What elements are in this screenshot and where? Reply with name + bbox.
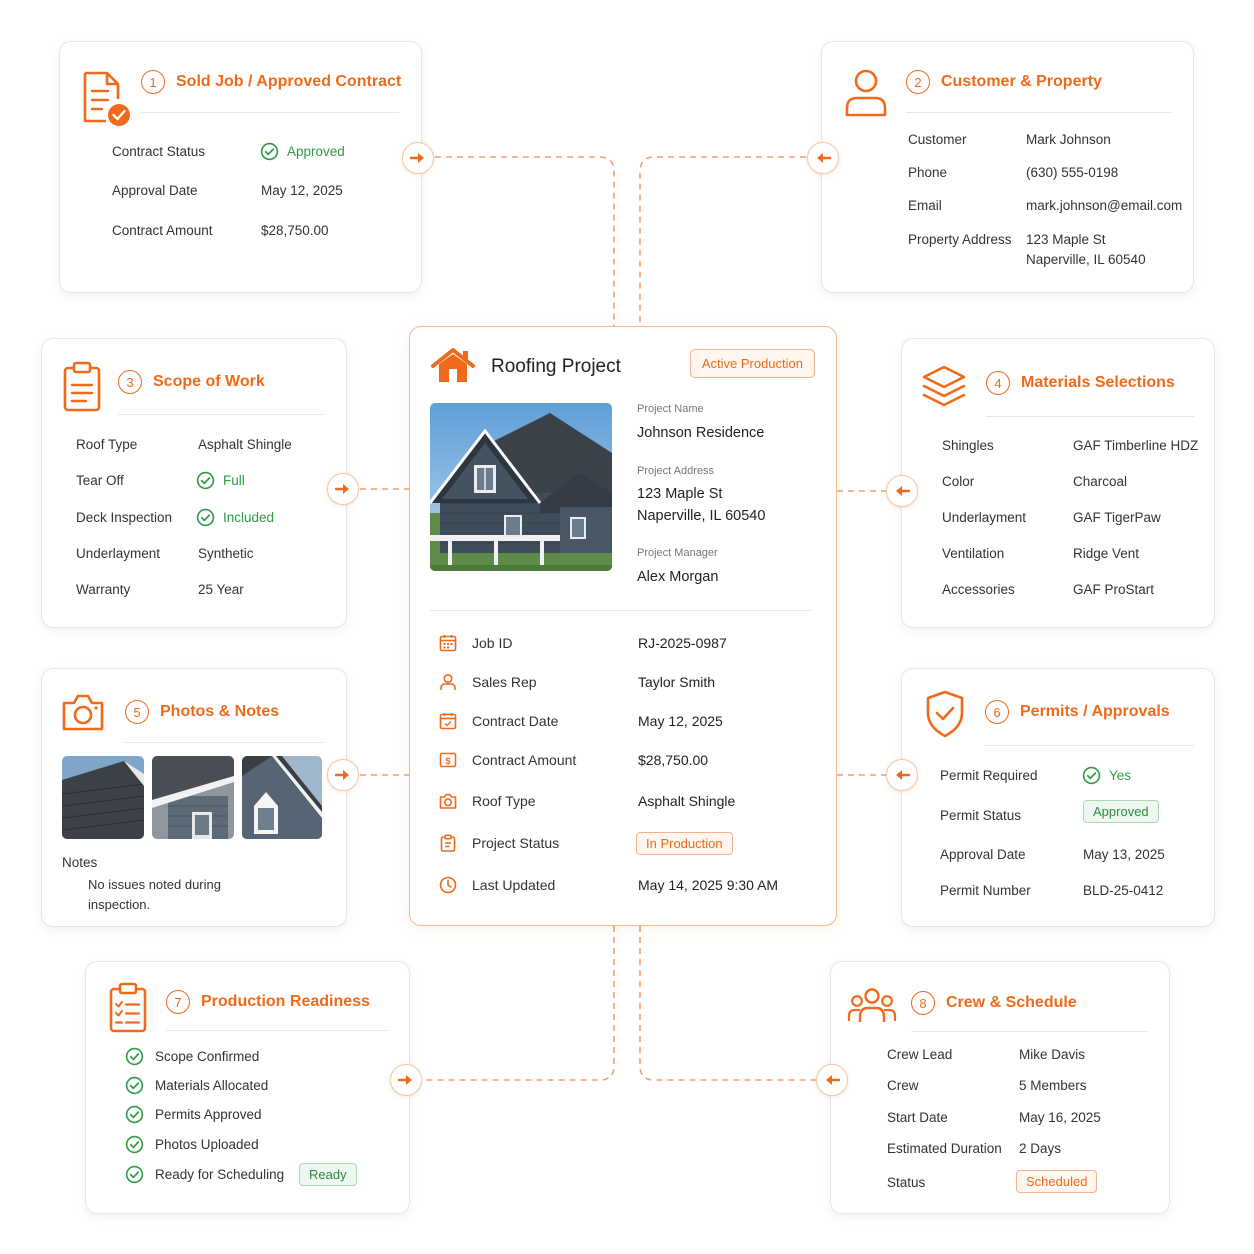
label-email: Email [908, 198, 942, 213]
detail-row-project-status [438, 832, 816, 854]
label-deck-inspection: Deck Inspection [76, 510, 173, 525]
production-readiness-card [85, 961, 410, 1214]
value-estimated-duration: 2 Days [1019, 1141, 1062, 1156]
label-roof-type: Roof Type [76, 437, 138, 452]
value-deck-inspection: Included [196, 508, 274, 527]
value-property-address-line1: 123 Maple St [1026, 232, 1106, 247]
card-title: Scope of Work [153, 373, 265, 390]
camera-icon [60, 691, 106, 733]
arrow-right-icon [398, 1073, 414, 1087]
value-crew: 5 Members [1019, 1078, 1087, 1093]
project-name-label: Project Name [637, 403, 704, 415]
label-phone: Phone [908, 165, 948, 180]
shield-check-icon [924, 689, 966, 739]
detail-row-last-updated [438, 874, 816, 896]
readiness-item: Materials Allocated [125, 1076, 268, 1095]
value-crew-lead: Mike Davis [1019, 1047, 1086, 1062]
photos-notes-card [41, 668, 347, 927]
detail-label: Sales Rep [472, 674, 537, 690]
contract-approved-icon [80, 69, 134, 127]
dollar-icon [438, 750, 458, 770]
value-contract-status: Approved [260, 142, 345, 161]
value-shingles: GAF Timberline HDZ [1073, 438, 1199, 453]
detail-value: RJ-2025-0987 [638, 635, 727, 651]
project-manager-label: Project Manager [637, 547, 718, 559]
card-title: Permits / Approvals [1020, 703, 1170, 720]
label-estimated-duration: Estimated Duration [887, 1141, 1002, 1156]
detail-value: May 12, 2025 [638, 713, 723, 729]
detail-row-sales-rep [438, 671, 816, 693]
permit-status-badge: Approved [1083, 800, 1159, 823]
detail-label: Roof Type [472, 793, 536, 809]
label-underlayment: Underlayment [942, 510, 1027, 525]
person-icon [438, 672, 458, 692]
label-customer: Customer [908, 132, 967, 147]
label-approval-date: Approval Date [940, 847, 1026, 862]
clipboard-list-icon [62, 361, 102, 413]
value-underlayment: GAF TigerPaw [1073, 510, 1161, 525]
roof-photo-1[interactable] [62, 756, 144, 839]
check-circle-icon [125, 1105, 144, 1124]
check-circle-icon [260, 142, 279, 161]
arrow-right-icon [335, 482, 351, 496]
detail-label: Contract Date [472, 713, 559, 729]
check-circle-icon [125, 1047, 144, 1066]
value-start-date: May 16, 2025 [1019, 1110, 1101, 1125]
calendar-icon [438, 711, 458, 731]
detail-value: Asphalt Shingle [638, 793, 736, 809]
ready-badge: Ready [299, 1163, 357, 1186]
materials-selections-card [901, 338, 1215, 628]
label-status: Status [887, 1175, 926, 1190]
project-manager-value: Alex Morgan [637, 569, 719, 585]
detail-value: $28,750.00 [638, 752, 709, 768]
value-approval-date: May 12, 2025 [261, 183, 343, 198]
notes-label: Notes [62, 855, 98, 870]
label-crew-lead: Crew Lead [887, 1047, 953, 1062]
project-title: Roofing Project [491, 356, 621, 377]
arrow-left-button-4[interactable] [886, 475, 918, 507]
value-email[interactable]: mark.johnson@email.com [1026, 198, 1183, 213]
label-contract-amount: Contract Amount [112, 223, 213, 238]
detail-value: Taylor Smith [638, 674, 716, 690]
detail-row-job-id [438, 632, 816, 654]
roof-photo-2[interactable] [152, 756, 234, 839]
card-title: Photos & Notes [160, 703, 280, 720]
value-customer: Mark Johnson [1026, 132, 1111, 147]
step-number: 6 [985, 700, 1009, 724]
label-tear-off: Tear Off [76, 473, 124, 488]
project-name-value: Johnson Residence [637, 425, 765, 441]
label-crew: Crew [887, 1078, 919, 1093]
arrow-left-button-6[interactable] [886, 759, 918, 791]
step-number: 7 [166, 990, 190, 1014]
readiness-item: Ready for Scheduling [125, 1165, 284, 1184]
arrow-left-button-2[interactable] [807, 142, 839, 174]
arrow-left-icon [894, 768, 910, 782]
card-title: Materials Selections [1021, 374, 1175, 391]
label-contract-status: Contract Status [112, 144, 206, 159]
active-production-badge: Active Production [690, 349, 815, 378]
arrow-left-icon [815, 151, 831, 165]
value-roof-type: Asphalt Shingle [198, 437, 292, 452]
detail-row-contract-amount [438, 749, 816, 771]
label-property-address: Property Address [908, 232, 1012, 247]
roof-photo-3[interactable] [242, 756, 322, 839]
card-title: Customer & Property [941, 73, 1102, 90]
readiness-item: Permits Approved [125, 1105, 262, 1124]
step-number: 5 [125, 700, 149, 724]
step-number: 8 [911, 991, 935, 1015]
card-title: Sold Job / Approved Contract [176, 73, 402, 90]
scheduled-badge: Scheduled [1016, 1170, 1097, 1193]
in-production-badge: In Production [636, 832, 733, 855]
sold-job-card [59, 41, 422, 293]
permits-approvals-card [901, 668, 1215, 927]
value-color: Charcoal [1073, 474, 1128, 489]
roofing-project-card [409, 326, 837, 926]
calendar-grid-icon [438, 633, 458, 653]
value-ventilation: Ridge Vent [1073, 546, 1140, 561]
permit-status-wrapper [1083, 800, 1159, 823]
notes-text-line1: No issues noted during [88, 877, 221, 892]
step-number: 3 [118, 370, 142, 394]
value-approval-date: May 13, 2025 [1083, 847, 1165, 862]
label-accessories: Accessories [942, 582, 1015, 597]
layers-icon [920, 363, 968, 411]
detail-value: May 14, 2025 9:30 AM [638, 877, 779, 893]
project-address-line1: 123 Maple St [637, 486, 723, 502]
arrow-right-button-3[interactable] [327, 473, 359, 505]
scheduled-badge-wrapper [1016, 1170, 1097, 1193]
scope-of-work-card [41, 338, 347, 628]
ready-badge-wrapper [299, 1163, 357, 1186]
clock-icon [438, 875, 458, 895]
notes-text-line2: inspection. [88, 897, 151, 912]
label-permit-status: Permit Status [940, 808, 1022, 823]
value-phone[interactable]: (630) 555-0198 [1026, 165, 1119, 180]
svg-text:$: $ [445, 756, 451, 766]
step-number: 1 [141, 70, 165, 94]
label-shingles: Shingles [942, 438, 994, 453]
label-underlayment: Underlayment [76, 546, 161, 561]
customer-property-card [821, 41, 1194, 293]
check-circle-icon [1082, 766, 1101, 785]
value-property-address-line2: Naperville, IL 60540 [1026, 252, 1146, 267]
arrow-right-button-7[interactable] [390, 1064, 422, 1096]
value-permit-required: Yes [1082, 766, 1131, 785]
detail-label: Contract Amount [472, 752, 577, 768]
detail-row-roof-type [438, 790, 816, 812]
value-contract-amount: $28,750.00 [261, 223, 329, 238]
label-permit-number: Permit Number [940, 883, 1031, 898]
value-permit-number: BLD-25-0412 [1083, 883, 1164, 898]
value-warranty: 25 Year [198, 582, 244, 597]
clipboard-icon [438, 833, 458, 853]
arrow-right-icon [410, 151, 426, 165]
detail-label: Project Status [472, 835, 560, 851]
clipboard-checklist-icon [108, 982, 148, 1034]
check-circle-icon [125, 1165, 144, 1184]
value-tear-off: Full [196, 471, 245, 490]
arrow-right-button-5[interactable] [327, 759, 359, 791]
project-address-line2: Naperville, IL 60540 [637, 508, 766, 524]
house-icon [430, 347, 476, 385]
card-title: Production Readiness [201, 993, 370, 1010]
status-badge-wrapper [690, 349, 815, 378]
card-title: Crew & Schedule [946, 994, 1077, 1011]
check-circle-icon [196, 471, 215, 490]
label-ventilation: Ventilation [942, 546, 1005, 561]
detail-label: Job ID [472, 635, 513, 651]
readiness-item: Photos Uploaded [125, 1135, 259, 1154]
detail-row-contract-date [438, 710, 816, 732]
label-permit-required: Permit Required [940, 768, 1038, 783]
label-approval-date: Approval Date [112, 183, 198, 198]
check-circle-icon [196, 508, 215, 527]
arrow-left-icon [894, 484, 910, 498]
readiness-item: Scope Confirmed [125, 1047, 259, 1066]
arrow-left-icon [824, 1073, 840, 1087]
check-circle-icon [125, 1135, 144, 1154]
check-circle-icon [125, 1076, 144, 1095]
value-underlayment: Synthetic [198, 546, 254, 561]
crew-schedule-card [830, 961, 1170, 1214]
arrow-right-icon [335, 768, 351, 782]
team-icon [847, 986, 897, 1026]
label-warranty: Warranty [76, 582, 131, 597]
detail-label: Last Updated [472, 877, 556, 893]
camera-icon [438, 791, 458, 811]
arrow-left-button-8[interactable] [816, 1064, 848, 1096]
value-accessories: GAF ProStart [1073, 582, 1155, 597]
arrow-right-button-1[interactable] [402, 142, 434, 174]
label-start-date: Start Date [887, 1110, 948, 1125]
house-photo[interactable] [430, 403, 612, 571]
step-number: 4 [986, 371, 1010, 395]
project-address-label: Project Address [637, 465, 715, 477]
person-icon [843, 68, 889, 118]
label-color: Color [942, 474, 975, 489]
step-number: 2 [906, 70, 930, 94]
